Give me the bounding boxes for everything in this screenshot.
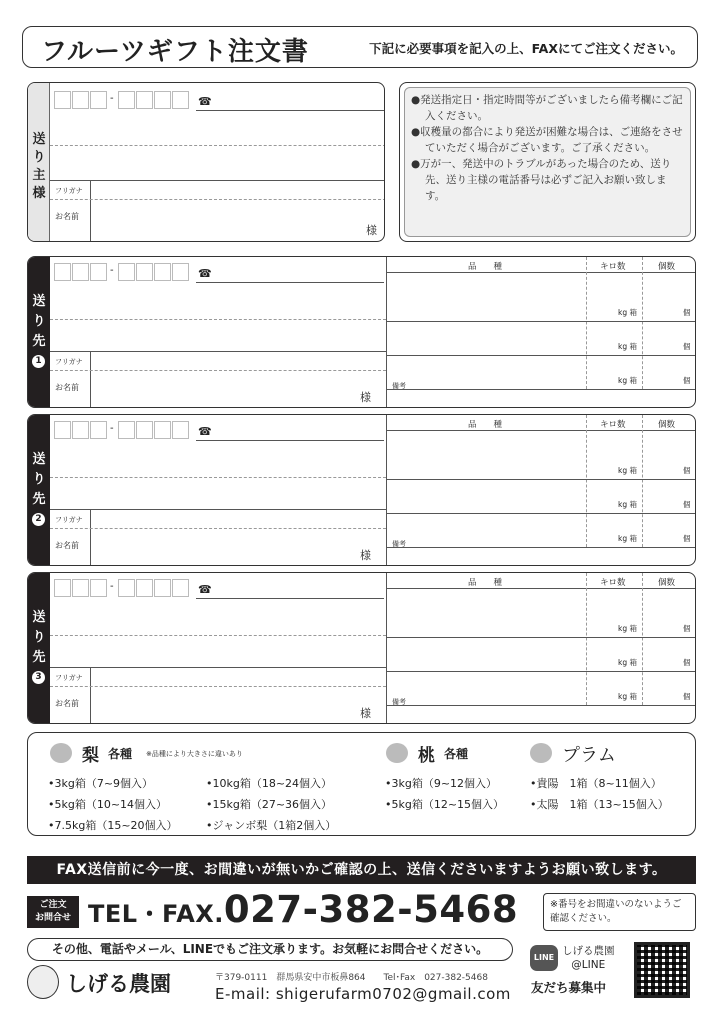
product-item: •3kg箱（9~12個入） (385, 777, 498, 790)
recipient-postal-input-2[interactable] (118, 421, 190, 439)
recipient-number: 3 (32, 671, 45, 684)
note-item: ●発送指定日・指定時間等がございましたら備考欄にご記入ください。 (411, 94, 683, 122)
fax-notice-bar: FAX送信前に今一度、お間違いが無いかご確認の上、送信くださいますようお願い致します。 (27, 856, 696, 884)
count-field[interactable] (642, 355, 696, 389)
recipient-furigana-field[interactable] (50, 370, 386, 371)
recipient-number: 2 (32, 513, 45, 526)
variety-field[interactable] (386, 479, 586, 513)
count-field[interactable] (642, 513, 696, 547)
product-item: •7.5kg箱（15~20個入） (48, 819, 178, 832)
variety-field[interactable] (386, 287, 586, 321)
more-contact-notice: その他、電話やメール、LINEでもご注文承ります。お気軽にお問合せください。 (27, 938, 513, 961)
product-item: •3kg箱（7~9個入） (48, 777, 154, 790)
kg-field[interactable] (586, 445, 642, 479)
kg-field[interactable] (586, 321, 642, 355)
page-subtitle: 下記に必要事項を記入の上、FAXにてご注文ください。 (369, 41, 683, 56)
variety-field[interactable] (386, 671, 586, 705)
recipient-postal-input-2[interactable] (118, 263, 190, 281)
line-friends-text: 友だち募集中 (531, 980, 607, 995)
remarks-field[interactable]: 備考 (392, 540, 406, 548)
recipient-name-field[interactable]: 様 (360, 707, 371, 720)
count-field[interactable] (642, 637, 696, 671)
phone-icon: ☎ (198, 267, 212, 280)
pear-icon (50, 743, 72, 763)
kg-field[interactable] (586, 513, 642, 547)
product-item: •貴陽 1箱（8~11個入） (530, 777, 662, 790)
sender-phone-field[interactable] (196, 110, 384, 111)
count-field[interactable] (642, 287, 696, 321)
recipient-address-field[interactable] (50, 319, 386, 320)
col-count: 個数 (658, 262, 676, 272)
plum-icon (530, 743, 552, 763)
note-item: ●収穫量の都合により発送が困難な場合は、ご連絡をさせていただく場合がございます。ご了承ください。 (411, 126, 683, 154)
notes-box (399, 82, 696, 242)
peach-icon (386, 743, 408, 763)
tel-fax-number[interactable]: TEL・FAX.027-382-5468 (88, 888, 519, 931)
recipient-postal-input-1[interactable] (54, 263, 108, 281)
qr-code-icon[interactable] (634, 942, 690, 998)
sender-section: 送 り 主 様 - ☎ フリガナ お名前 様 (27, 82, 385, 242)
product-list: 梨 各種 ※品種により大きさに違いあり •3kg箱（7~9個入） •5kg箱（10~14個入） •7.5kg箱（15~20個入） •10kg箱（18~24個入） •15kg箱（27~36個入） •ジャンボ梨（1箱2個入） 桃 各種 •3kg箱（9~12個入） •5kg箱（12~15個入） プラム •貴陽 1箱（8~11個入） •太陽 1箱（13~15個入） (27, 732, 696, 836)
farm-address: 〒379-0111 群馬県安中市板鼻864 Tel･Fax 027-382-5468 (215, 973, 488, 983)
kg-field[interactable] (586, 637, 642, 671)
page-title: フルーツギフト注文書 (41, 37, 309, 67)
phone-icon: ☎ (198, 583, 212, 596)
contact-label: ご注文 お問合せ (27, 896, 79, 928)
farm-email[interactable]: E-mail: shigerufarm0702@gmail.com (215, 985, 511, 1003)
kg-field[interactable] (586, 671, 642, 705)
recipient-side-label: 送 り 先 2 (28, 415, 50, 565)
col-kg: キロ数 (600, 578, 626, 588)
header-box (22, 26, 698, 68)
recipient-section: 送 り 先 1 - ☎ フリガナ お名前 様 品 種 キロ数 個数 kg 箱 個 kg 箱 個 kg 箱 個 備考 (27, 256, 696, 408)
col-variety: 品 種 (468, 578, 503, 588)
kg-field[interactable] (586, 603, 642, 637)
kg-field[interactable] (586, 287, 642, 321)
product-item: •15kg箱（27~36個入） (206, 798, 333, 811)
variety-field[interactable] (386, 513, 586, 547)
col-kg: キロ数 (600, 420, 626, 430)
product-item: •太陽 1箱（13~15個入） (530, 798, 669, 811)
count-field[interactable] (642, 321, 696, 355)
sender-name-field[interactable]: 様 (366, 224, 377, 237)
farmer-avatar-icon (27, 965, 59, 999)
product-item: •10kg箱（18~24個入） (206, 777, 333, 790)
variety-field[interactable] (386, 603, 586, 637)
sender-furigana-field[interactable] (50, 199, 385, 200)
recipient-postal-input-2[interactable] (118, 579, 190, 597)
count-field[interactable] (642, 603, 696, 637)
kg-field[interactable] (586, 479, 642, 513)
product-item: •ジャンボ梨（1箱2個入） (206, 819, 337, 832)
recipient-phone-field[interactable] (196, 282, 384, 283)
remarks-field[interactable]: 備考 (392, 382, 406, 390)
recipient-address-field[interactable] (50, 635, 386, 636)
recipient-section: 送 り 先 2 - ☎ フリガナ お名前 様 品 種 キロ数 個数 kg 箱 個 kg 箱 個 kg 箱 個 備考 (27, 414, 696, 566)
variety-field[interactable] (386, 355, 586, 389)
col-variety: 品 種 (468, 262, 503, 272)
variety-field[interactable] (386, 321, 586, 355)
recipient-postal-input-1[interactable] (54, 579, 108, 597)
col-kg: キロ数 (600, 262, 626, 272)
sender-side-label: 送 り 主 様 (28, 83, 50, 241)
count-field[interactable] (642, 671, 696, 705)
count-field[interactable] (642, 445, 696, 479)
note-item: ●万が一、発送中のトラブルがあった場合のため、送り先、送り主様の電話番号は必ずご記入お願い致します。 (411, 158, 672, 202)
sender-postal-input-1[interactable] (54, 91, 108, 109)
recipient-section: 送 り 先 3 - ☎ フリガナ お名前 様 品 種 キロ数 個数 kg 箱 個 kg 箱 個 kg 箱 個 備考 (27, 572, 696, 724)
remarks-field[interactable]: 備考 (392, 698, 406, 706)
recipient-address-field[interactable] (50, 477, 386, 478)
recipient-side-label: 送 り 先 1 (28, 257, 50, 407)
farm-name: しげる農園 (66, 972, 171, 996)
product-item: •5kg箱（12~15個入） (385, 798, 505, 811)
variety-field[interactable] (386, 637, 586, 671)
recipient-furigana-field[interactable] (50, 528, 386, 529)
product-item: •5kg箱（10~14個入） (48, 798, 168, 811)
variety-field[interactable] (386, 445, 586, 479)
recipient-postal-input-1[interactable] (54, 421, 108, 439)
phone-icon: ☎ (198, 425, 212, 438)
col-count: 個数 (658, 420, 676, 430)
recipient-name-field[interactable]: 様 (360, 549, 371, 562)
line-icon[interactable]: LINE (530, 945, 558, 971)
sender-address-field[interactable] (50, 145, 385, 146)
recipient-name-field[interactable]: 様 (360, 391, 371, 404)
line-account-name: しげる農園 @LINE (562, 945, 615, 971)
recipient-furigana-field[interactable] (50, 686, 386, 687)
col-variety: 品 種 (468, 420, 503, 430)
kg-field[interactable] (586, 355, 642, 389)
tel-note: ※番号をお間違いのないようご確認ください。 (543, 893, 696, 931)
recipient-side-label: 送 り 先 3 (28, 573, 50, 723)
col-count: 個数 (658, 578, 676, 588)
count-field[interactable] (642, 479, 696, 513)
recipient-phone-field[interactable] (196, 440, 384, 441)
phone-icon: ☎ (198, 95, 212, 108)
sender-postal-input-2[interactable] (118, 91, 190, 109)
recipient-phone-field[interactable] (196, 598, 384, 599)
recipient-number: 1 (32, 355, 45, 368)
